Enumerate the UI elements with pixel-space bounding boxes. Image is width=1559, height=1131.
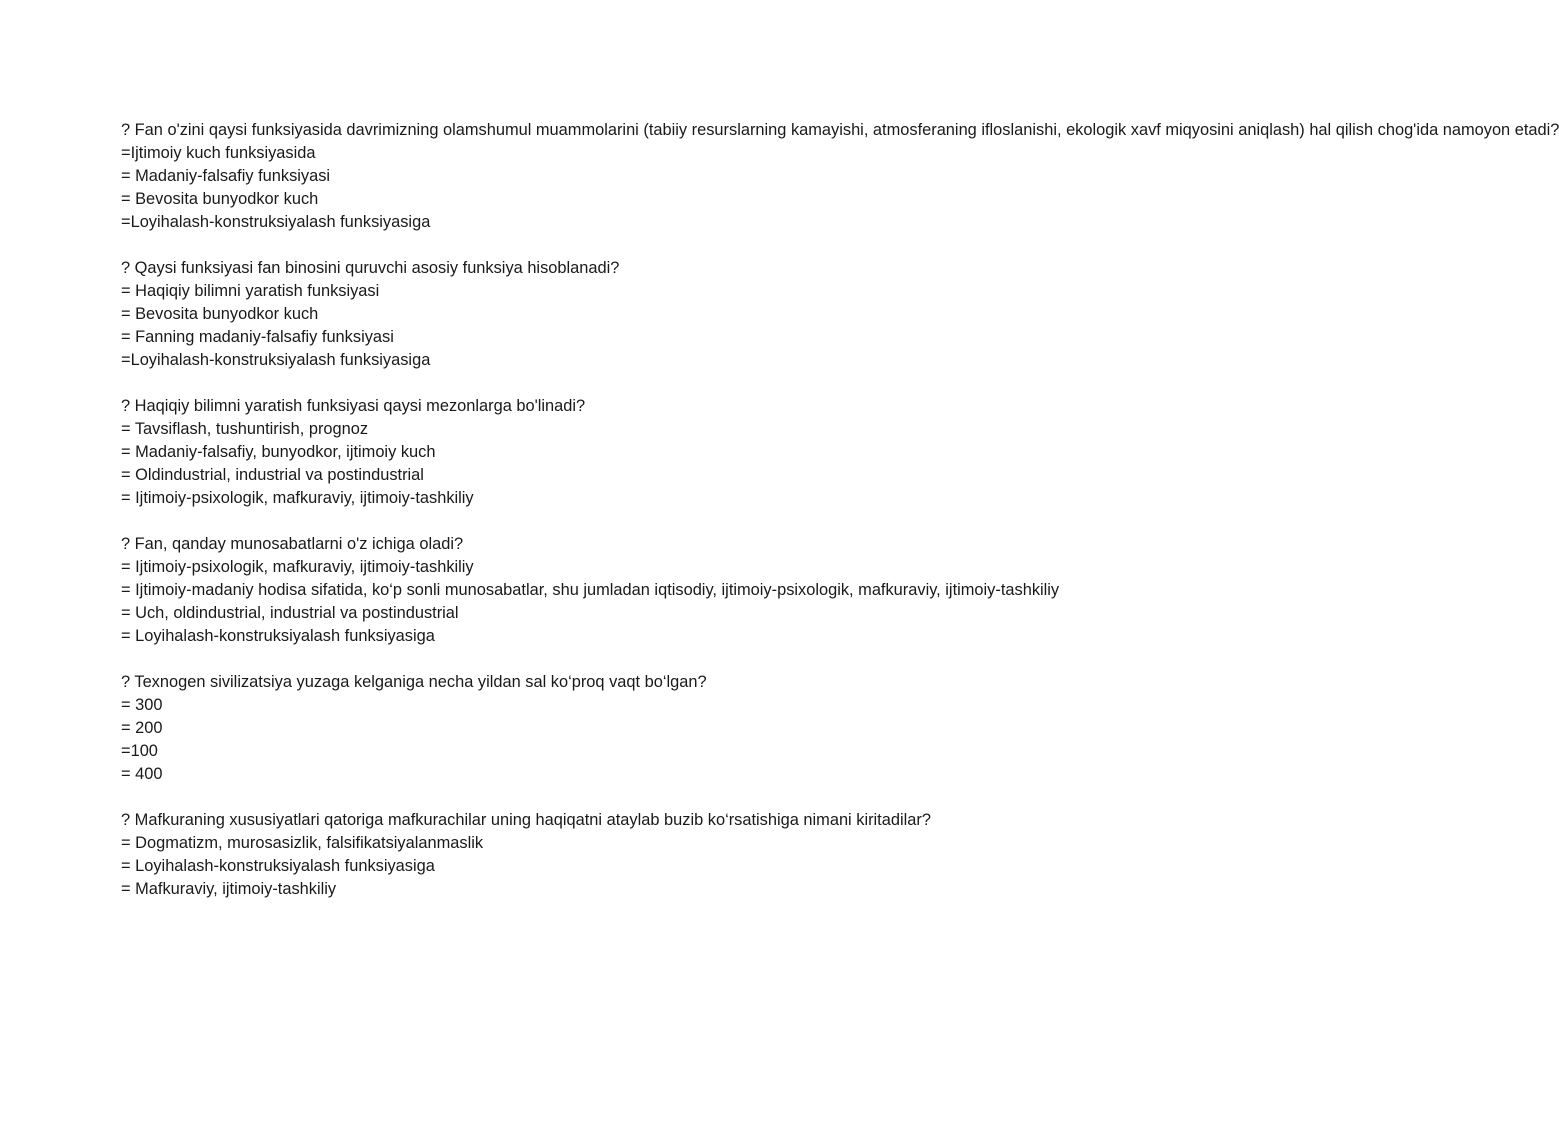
question-block-5	[121, 671, 707, 786]
answer-option: = Loyihalash-konstruksiyalash funksiyasiga	[121, 857, 435, 875]
answer-option: = 200	[121, 719, 163, 737]
answer-option: = Dogmatizm, murosasizlik, falsifikatsiyalanmaslik	[121, 834, 484, 852]
answer-option: =Ijtimoiy kuch funksiyasida	[121, 144, 316, 162]
answer-option: = Fanning madaniy-falsafiy funksiyasi	[121, 328, 394, 346]
question-block-6	[121, 809, 931, 901]
answer-option: = Mafkuraviy, ijtimoiy-tashkiliy	[121, 880, 337, 898]
answer-option: = Madaniy-falsafiy, bunyodkor, ijtimoiy kuch	[121, 443, 436, 461]
answer-option: = Oldindustrial, industrial va postindustrial	[121, 466, 424, 484]
answer-option: =100	[121, 742, 158, 760]
answer-option: = Ijtimoiy-madaniy hodisa sifatida, ko‘p sonli munosabatlar, shu jumladan iqtisodiy, ijtimoiy-psixologik, mafkuraviy, ijtimoiy-tashkiliy	[121, 581, 1060, 599]
answer-option: = Bevosita bunyodkor kuch	[121, 305, 319, 323]
question-text: ? Haqiqiy bilimni yaratish funksiyasi qaysi mezonlarga bo'linadi?	[121, 397, 586, 415]
question-text: ? Fan, qanday munosabatlarni o'z ichiga oladi?	[121, 535, 464, 553]
answer-option: = Uch, oldindustrial, industrial va postindustrial	[121, 604, 459, 622]
question-block-3	[121, 395, 681, 510]
question-block-2	[121, 257, 681, 372]
question-text: ? Qaysi funksiyasi fan binosini quruvchi asosiy funksiya hisoblanadi?	[121, 259, 620, 277]
question-text: ? Fan o'zini qaysi funksiyasida davrimizning olamshumul muammolarini (tabiiy resurslarning kamayishi, atmosferaning ifloslanishi, ekologik xavf miqyosini aniqlash) hal qilish chog'ida namoyon etadi?	[121, 121, 1559, 139]
answer-option: = Tavsiflash, tushuntirish, prognoz	[121, 420, 369, 438]
answer-option: =Loyihalash-konstruksiyalash funksiyasiga	[121, 351, 431, 369]
answer-option: = Ijtimoiy-psixologik, mafkuraviy, ijtimoiy-tashkiliy	[121, 558, 474, 576]
answer-option: = Ijtimoiy-psixologik, mafkuraviy, ijtimoiy-tashkiliy	[121, 489, 474, 507]
document-page	[121, 119, 1559, 924]
question-block-4	[121, 533, 1060, 648]
question-text: ? Mafkuraning xususiyatlari qatoriga mafkurachilar uning haqiqatni ataylab buzib ko‘rsatishiga nimani kiritadilar?	[121, 811, 931, 829]
answer-option: = Haqiqiy bilimni yaratish funksiyasi	[121, 282, 380, 300]
answer-option: = 400	[121, 765, 163, 783]
answer-option: = Bevosita bunyodkor kuch	[121, 190, 319, 208]
question-text: ? Texnogen sivilizatsiya yuzaga kelganiga necha yildan sal ko‘proq vaqt bo‘lgan?	[121, 673, 707, 691]
answer-option: = Loyihalash-konstruksiyalash funksiyasiga	[121, 627, 435, 645]
question-block-1	[121, 119, 1559, 234]
answer-option: = Madaniy-falsafiy funksiyasi	[121, 167, 331, 185]
answer-option: = 300	[121, 696, 163, 714]
answer-option: =Loyihalash-konstruksiyalash funksiyasiga	[121, 213, 431, 231]
